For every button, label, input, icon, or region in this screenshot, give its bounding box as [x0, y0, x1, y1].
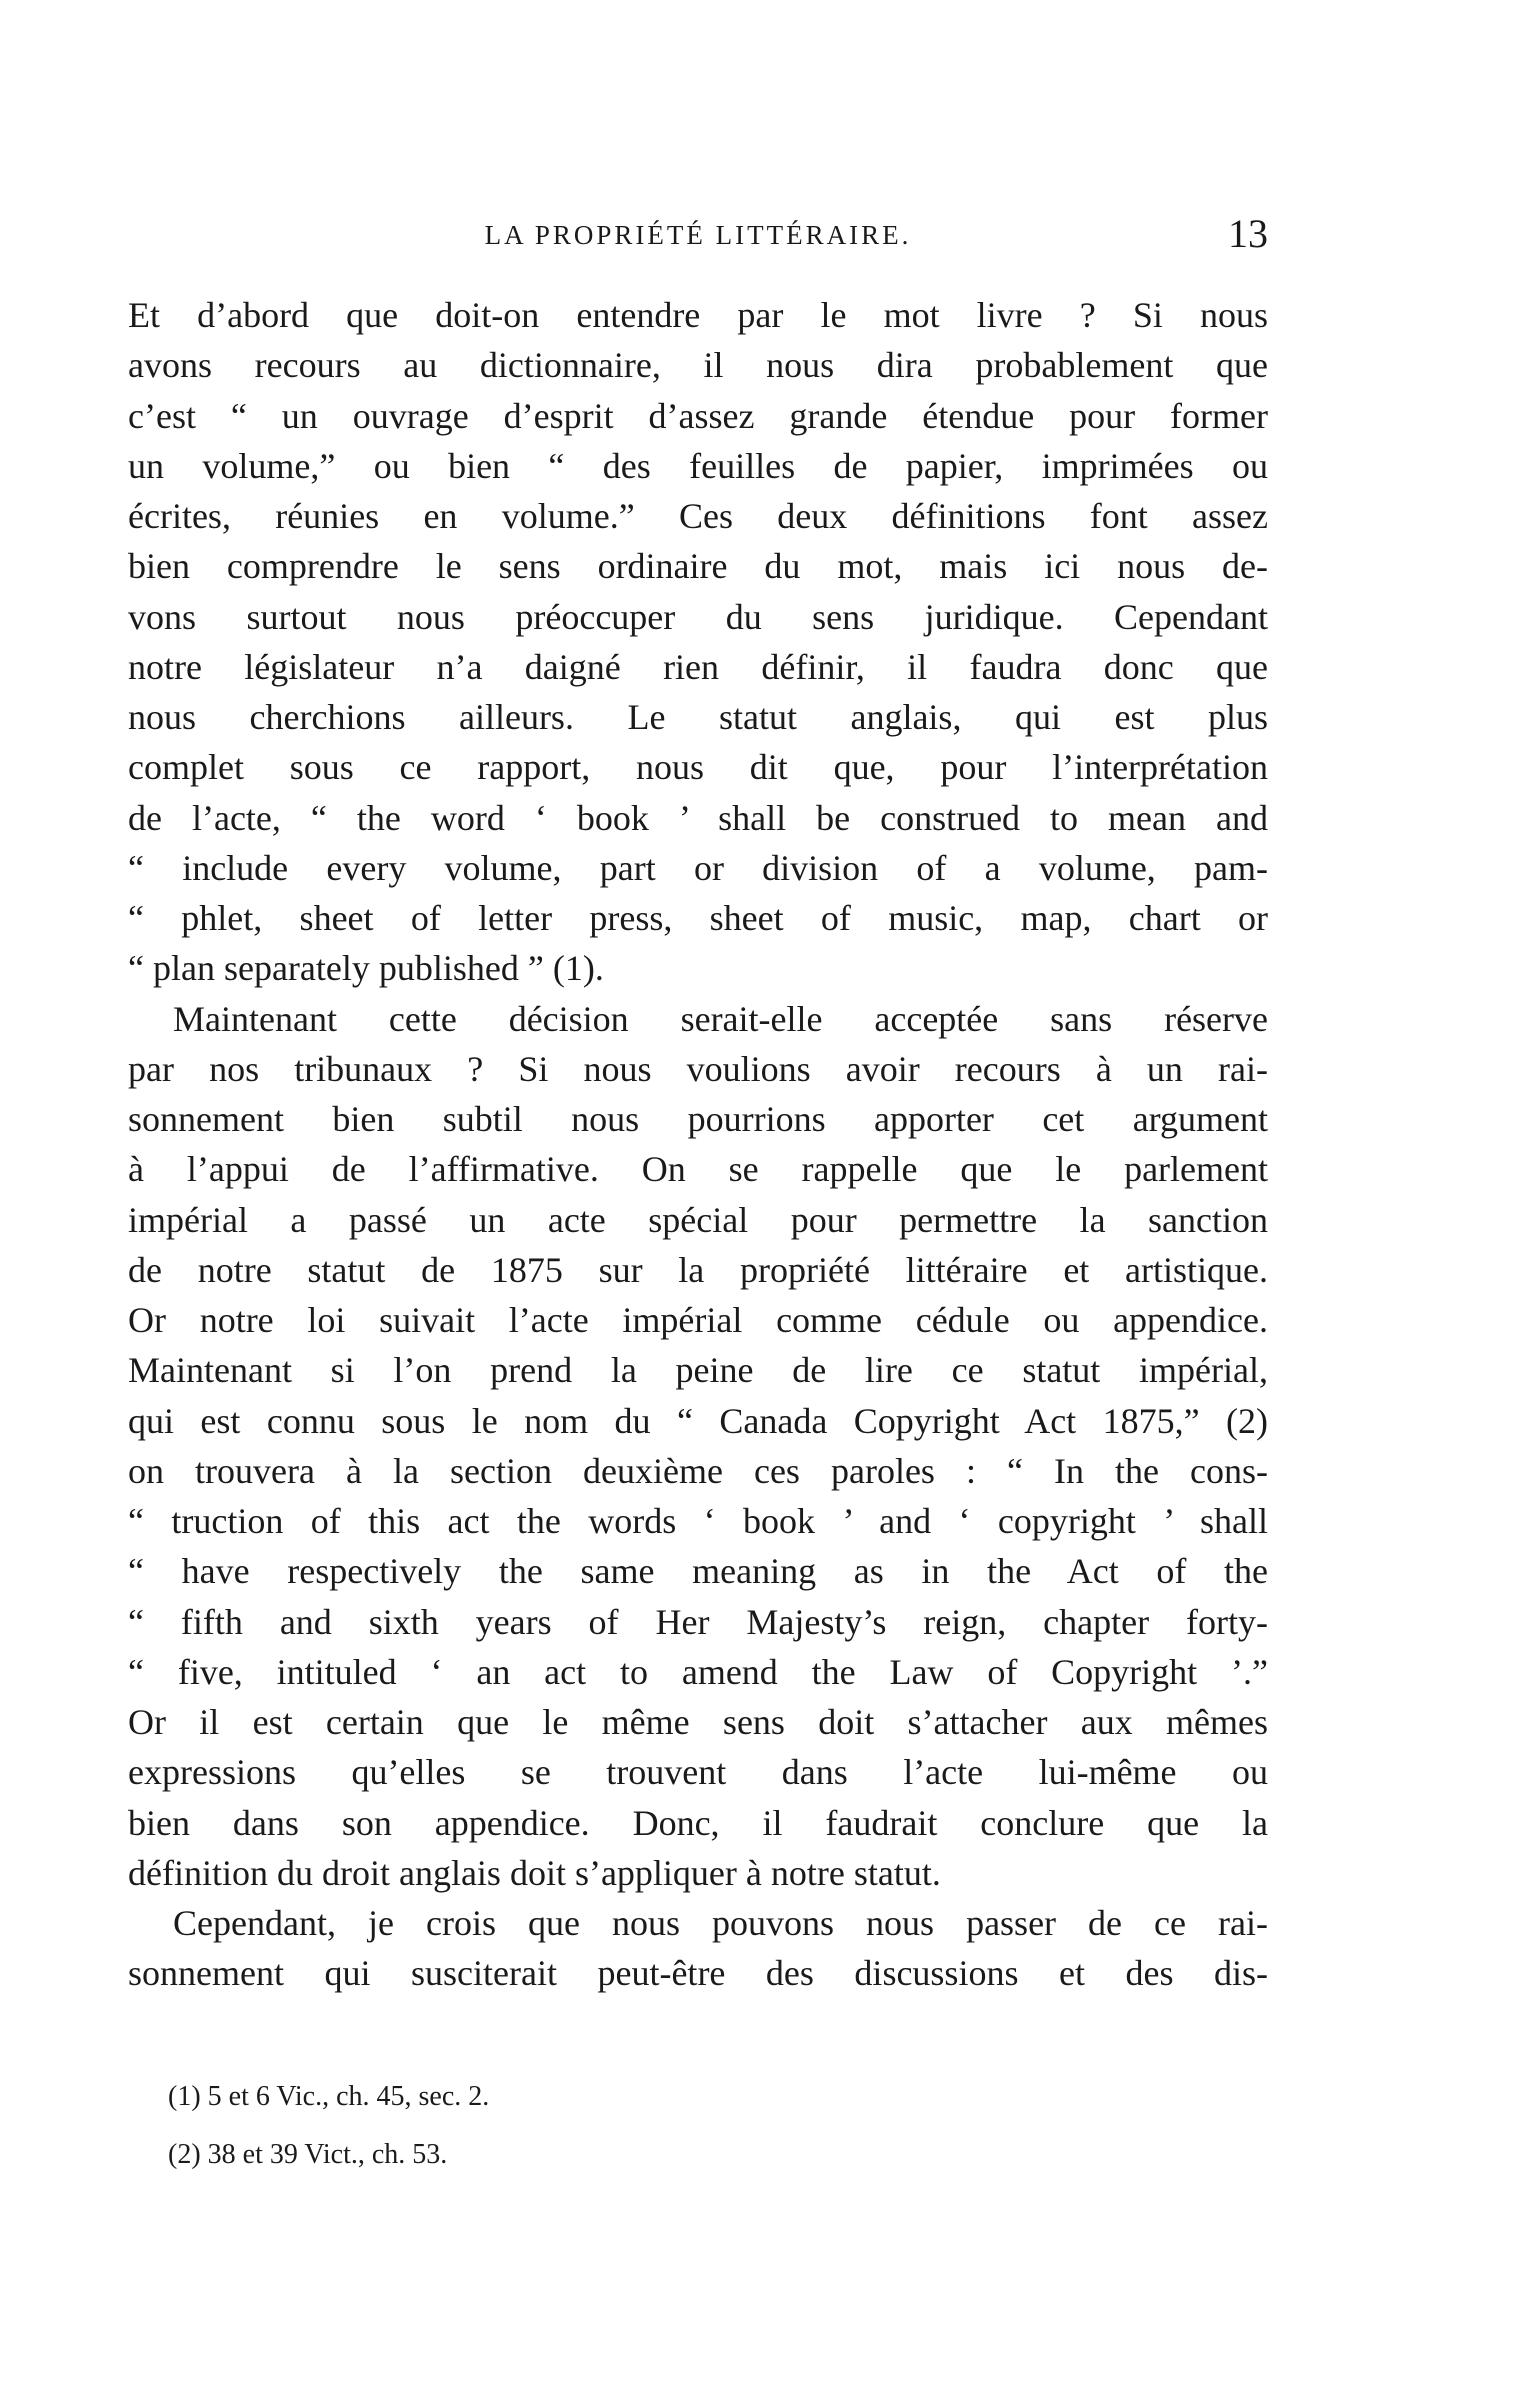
text-line: sonnement qui susciterait peut-être des discussions et des dis-: [128, 1953, 1268, 1994]
text-line: par nos tribunaux ? Si nous voulions avoir recours à un rai-: [128, 1048, 1268, 1089]
text-line: “ five, intituled ‘ an act to amend the Law of Copyright ’.”: [128, 1651, 1268, 1692]
text-line: notre législateur n’a daigné rien définir, il faudra donc que: [128, 646, 1268, 687]
running-head: LA PROPRIÉTÉ LITTÉRAIRE.: [484, 220, 912, 250]
text-line: sonnement bien subtil nous pourrions apporter cet argument: [128, 1099, 1268, 1139]
text-line: complet sous ce rapport, nous dit que, pour l’interprétation: [128, 747, 1268, 788]
page-header: [128, 210, 1268, 270]
text-line: définition du droit anglais doit s’appliquer à notre statut.: [128, 1852, 941, 1893]
text-line: bien comprendre le sens ordinaire du mot, mais ici nous de-: [128, 546, 1268, 587]
text-line: Cependant, je crois que nous pouvons nous passer de ce rai-: [173, 1903, 1268, 1943]
text-line: vons surtout nous préoccuper du sens juridique. Cependant: [128, 596, 1268, 637]
text-line: de l’acte, “ the word ‘ book ’ shall be construed to mean and: [128, 797, 1268, 838]
text-line: “ phlet, sheet of letter press, sheet of music, map, chart or: [128, 898, 1268, 938]
text-line: impérial a passé un acte spécial pour permettre la sanction: [128, 1199, 1268, 1240]
text-line: Maintenant cette décision serait-elle acceptée sans réserve: [173, 998, 1268, 1039]
text-line: on trouvera à la section deuxième ces paroles : “ In the cons-: [128, 1450, 1268, 1491]
footnote: (2) 38 et 39 Vict., ch. 53.: [168, 2139, 448, 2170]
text-line: Maintenant si l’on prend la peine de lire ce statut impérial,: [128, 1350, 1268, 1391]
text-line: à l’appui de l’affirmative. On se rappelle que le parlement: [128, 1149, 1268, 1190]
text-line: Or notre loi suivait l’acte impérial comme cédule ou appendice.: [128, 1300, 1268, 1340]
text-line: Or il est certain que le même sens doit s’attacher aux mêmes: [128, 1702, 1268, 1742]
text-line: “ include every volume, part or division of a volume, pam-: [128, 847, 1268, 888]
footnotes: [168, 2068, 1268, 2184]
text-line: avons recours au dictionnaire, il nous dira probablement que: [128, 345, 1268, 386]
text-line: bien dans son appendice. Donc, il faudrait conclure que la: [128, 1802, 1268, 1843]
footnote: (1) 5 et 6 Vic., ch. 45, sec. 2.: [168, 2081, 490, 2112]
text-line: expressions qu’elles se trouvent dans l’acte lui-même ou: [128, 1752, 1268, 1793]
text-line: de notre statut de 1875 sur la propriété littéraire et artistique.: [128, 1249, 1268, 1290]
text-line: c’est “ un ouvrage d’esprit d’assez grande étendue pour former: [128, 395, 1268, 436]
text-line: “ plan separately published ” (1).: [128, 948, 604, 989]
text-line: Et d’abord que doit-on entendre par le mot livre ? Si nous: [128, 295, 1268, 335]
text-line: nous cherchions ailleurs. Le statut anglais, qui est plus: [128, 697, 1268, 737]
text-line: “ fifth and sixth years of Her Majesty’s reign, chapter forty-: [128, 1601, 1268, 1642]
text-line: écrites, réunies en volume.” Ces deux définitions font assez: [128, 496, 1268, 536]
text-line: un volume,” ou bien “ des feuilles de papier, imprimées ou: [128, 445, 1268, 486]
text-line: “ truction of this act the words ‘ book ’ and ‘ copyright ’ shall: [128, 1501, 1268, 1541]
text-line: qui est connu sous le nom du “ Canada Copyright Act 1875,” (2): [128, 1400, 1268, 1441]
page-number: 13: [1228, 211, 1268, 256]
body-text: [128, 290, 1268, 1999]
text-line: “ have respectively the same meaning as in the Act of the: [128, 1551, 1268, 1592]
